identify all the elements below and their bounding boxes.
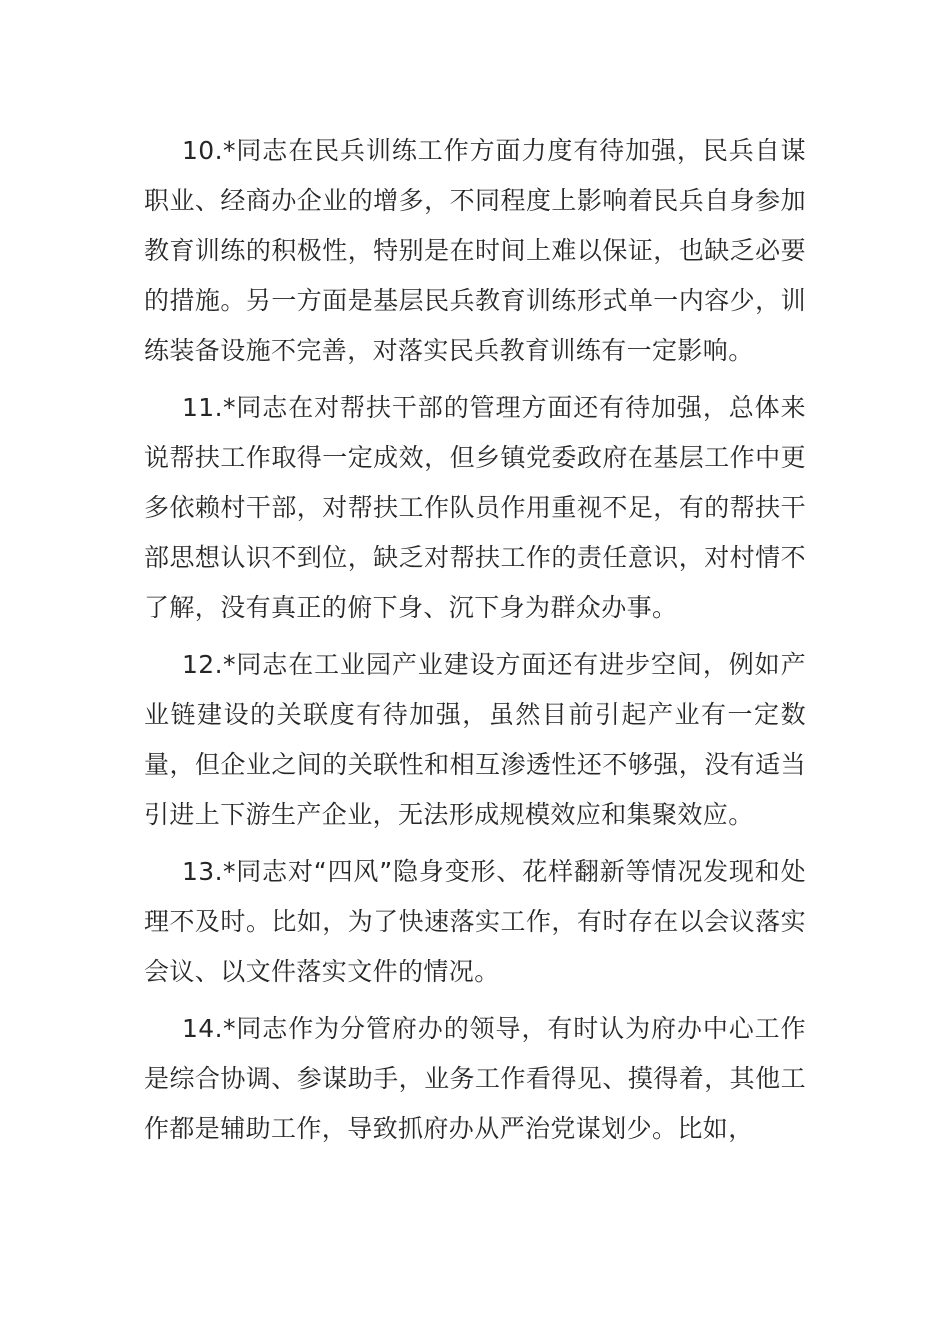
paragraph-11: 11.*同志在对帮扶干部的管理方面还有待加强，总体来说帮扶工作取得一定成效，但乡镇党委政府在基层工作中更多依赖村干部，对帮扶工作队员作用重视不足，有的帮扶干部思想认识不到位，缺乏对帮扶工作的责任意识，对村情不了解，没有真正的俯下身、沉下身为群众办事。 <box>144 393 806 622</box>
paragraph-13: 13.*同志对“四风”隐身变形、花样翻新等情况发现和处理不及时。比如，为了快速落实工作，有时存在以会议落实会议、以文件落实文件的情况。 <box>144 857 806 986</box>
paragraph-12: 12.*同志在工业园产业建设方面还有进步空间，例如产业链建设的关联度有待加强，虽然目前引起产业有一定数量，但企业之间的关联性和相互渗透性还不够强，没有适当引进上下游生产企业，无法形成规模效应和集聚效应。 <box>144 650 806 829</box>
paragraph-10: 10.*同志在民兵训练工作方面力度有待加强，民兵自谋职业、经商办企业的增多，不同程度上影响着民兵自身参加教育训练的积极性，特别是在时间上难以保证，也缺乏必要的措施。另一方面是基层民兵教育训练形式单一内容少，训练装备设施不完善，对落实民兵教育训练有一定影响。 <box>144 136 806 365</box>
paragraph-14: 14.*同志作为分管府办的领导，有时认为府办中心工作是综合协调、参谋助手，业务工作看得见、摸得着，其他工作都是辅助工作，导致抓府办从严治党谋划少。比如， <box>144 1014 806 1143</box>
document-body <box>144 126 806 1161</box>
